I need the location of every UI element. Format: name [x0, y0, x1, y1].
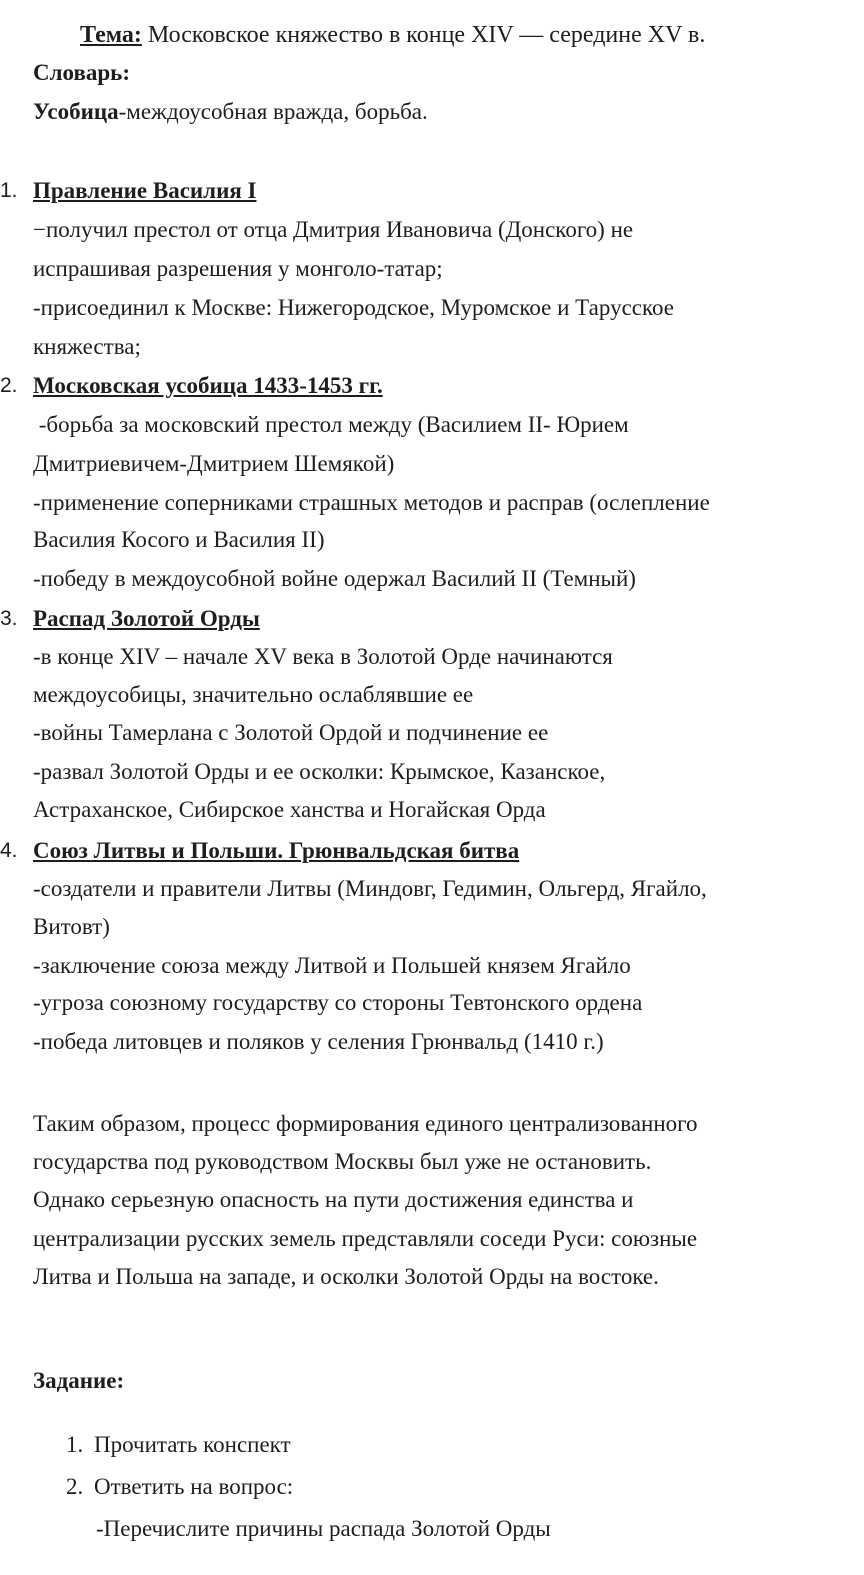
- conclusion-line: государства под руководством Москвы был уже не остановить.: [33, 1149, 652, 1174]
- vocabulary-entry: [33, 97, 428, 127]
- section-1-line: испрашивая разрешения у монголо-татар;: [33, 256, 443, 281]
- topic-text: Московское княжество в конце XIV — середине XV в.: [141, 22, 706, 48]
- conclusion-line: Однако серьезную опасность на пути достижения единства и: [33, 1187, 634, 1212]
- section-1-heading: Правление Василия I: [33, 178, 257, 203]
- task-question: -Перечислите причины распада Золотой Орды: [96, 1516, 551, 1541]
- section-3-line: -в конце XIV – начале XV века в Золотой Орде начинаются: [33, 644, 613, 669]
- section-4-number: 4.: [0, 839, 18, 862]
- task-item-number: 2.: [66, 1474, 84, 1499]
- vocabulary-term: Усобица: [33, 99, 119, 124]
- task-label: Задание:: [33, 1368, 125, 1393]
- section-2-heading: Московская усобица 1433-1453 гг.: [33, 373, 383, 398]
- section-1-line: -присоединил к Москве: Нижегородское, Муромское и Тарусское: [33, 295, 674, 320]
- section-2-line: Василия Косого и Василия II): [33, 527, 325, 552]
- section-4-line: -заключение союза между Литвой и Польшей князем Ягайло: [33, 953, 631, 978]
- section-3-line: -развал Золотой Орды и ее осколки: Крымское, Казанское,: [33, 759, 606, 784]
- section-4-heading: Союз Литвы и Польши. Грюнвальдская битва: [33, 838, 520, 863]
- task-item-number: 1.: [66, 1432, 84, 1457]
- section-4-line: -угроза союзному государству со стороны Тевтонского ордена: [33, 990, 643, 1015]
- topic-label: Тема:: [80, 22, 142, 48]
- vocabulary-definition: -междоусобная вражда, борьба.: [118, 99, 428, 124]
- section-2-number: 2.: [0, 374, 18, 397]
- section-4-line: -победа литовцев и поляков у селения Грюнвальд (1410 г.): [33, 1029, 604, 1054]
- section-2-line: -победу в междоусобной войне одержал Василий II (Темный): [33, 566, 636, 591]
- section-1-line: княжества;: [33, 334, 141, 359]
- page-title: [80, 20, 705, 50]
- section-1-number: 1.: [0, 179, 18, 202]
- conclusion-line: централизации русских земель представляли соседи Руси: союзные: [33, 1226, 698, 1251]
- section-2-line: -борьба за московский престол между (Василием II- Юрием: [33, 412, 629, 437]
- section-3-line: Астраханское, Сибирское ханства и Ногайская Орда: [33, 797, 546, 822]
- conclusion-line: Таким образом, процесс формирования единого централизованного: [33, 1111, 698, 1136]
- section-4-line: Витовт): [33, 914, 110, 939]
- section-3-number: 3.: [0, 607, 18, 630]
- task-item-text: Прочитать конспект: [94, 1432, 291, 1457]
- vocabulary-label: Словарь:: [33, 60, 130, 85]
- section-3-line: междоусобицы, значительно ослаблявшие ее: [33, 682, 474, 707]
- task-item-text: Ответить на вопрос:: [94, 1474, 294, 1499]
- section-2-line: Дмитриевичем-Дмитрием Шемякой): [33, 451, 395, 476]
- section-4-line: -создатели и правители Литвы (Миндовг, Гедимин, Ольгерд, Ягайло,: [33, 876, 707, 901]
- section-3-heading: Распад Золотой Орды: [33, 606, 260, 631]
- conclusion-line: Литва и Польша на западе, и осколки Золотой Орды на востоке.: [33, 1264, 659, 1289]
- section-2-line: -применение соперниками страшных методов и расправ (ослепление: [33, 490, 710, 515]
- section-3-line: -войны Тамерлана с Золотой Ордой и подчинение ее: [33, 720, 549, 745]
- section-1-line: −получил престол от отца Дмитрия Ивановича (Донского) не: [33, 217, 634, 242]
